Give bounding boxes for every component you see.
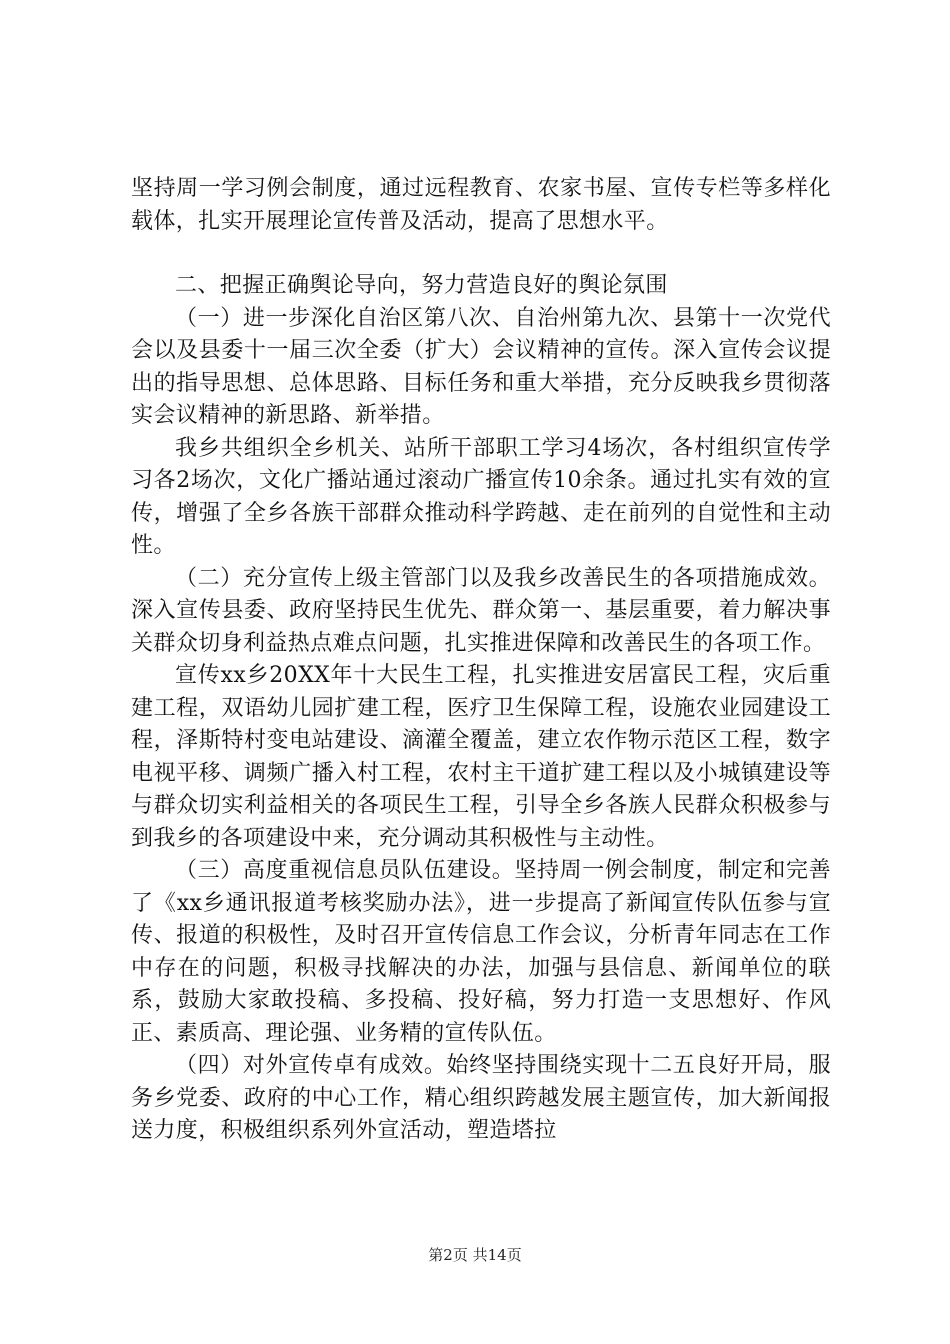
page-footer: 第2页 共14页 <box>428 1246 522 1264</box>
paragraph-item-1: （一）进一步深化自治区第八次、自治州第九次、县第十一次党代会以及县委十一届三次全委（扩大）会议精神的宣传。深入宣传会议提出的指导思想、总体思路、目标任务和重大举措，充分反映我乡贯彻落实会议精神的新思路、新举措。 <box>131 305 831 428</box>
paragraph-item-2-detail: 宣传xx乡20XX年十大民生工程，扎实推进安居富民工程，灾后重建工程，双语幼儿园扩建工程，医疗卫生保障工程，设施农业园建设工程，泽斯特村变电站建设、滴灌全覆盖，建立农作物示范区工程，数字电视平移、调频广播入村工程，农村主干道扩建工程以及小城镇建设等与群众切实利益相关的各项民生工程，引导全乡各族人民群众积极参与到我乡的各项建设中来，充分调动其积极性与主动性。 <box>131 663 831 851</box>
paragraph-item-1-detail: 我乡共组织全乡机关、站所干部职工学习4场次，各村组织宣传学习各2场次，文化广播站通过滚动广播宣传10余条。通过扎实有效的宣传，增强了全乡各族干部群众推动科学跨越、走在前列的自觉性和主动性。 <box>131 435 831 558</box>
section-heading: 二、把握正确舆论导向，努力营造良好的舆论氛围 <box>175 273 668 298</box>
paragraph-continuation: 坚持周一学习例会制度，通过远程教育、农家书屋、宣传专栏等多样化载体，扎实开展理论宣传普及活动，提高了思想水平。 <box>131 176 831 234</box>
paragraph-item-3: （三）高度重视信息员队伍建设。坚持周一例会制度，制定和完善了《xx乡通讯报道考核奖励办法》，进一步提高了新闻宣传队伍参与宣传、报道的积极性，及时召开宣传信息工作会议，分析青年同志在工作中存在的问题，积极寻找解决的办法，加强与县信息、新闻单位的联系，鼓励大家敢投稿、多投稿、投好稿，努力打造一支思想好、作风正、素质高、理论强、业务精的宣传队伍。 <box>131 858 831 1046</box>
paragraph-item-4: （四）对外宣传卓有成效。始终坚持围绕实现十二五良好开局，服务乡党委、政府的中心工作，精心组织跨越发展主题宣传，加大新闻报送力度，积极组织系列外宣活动，塑造塔拉 <box>131 1053 831 1143</box>
paragraph-item-2: （二）充分宣传上级主管部门以及我乡改善民生的各项措施成效。深入宣传县委、政府坚持民生优先、群众第一、基层重要，着力解决事关群众切身利益热点难点问题，扎实推进保障和改善民生的各项工作。 <box>131 565 831 656</box>
document-body <box>131 173 831 1148</box>
